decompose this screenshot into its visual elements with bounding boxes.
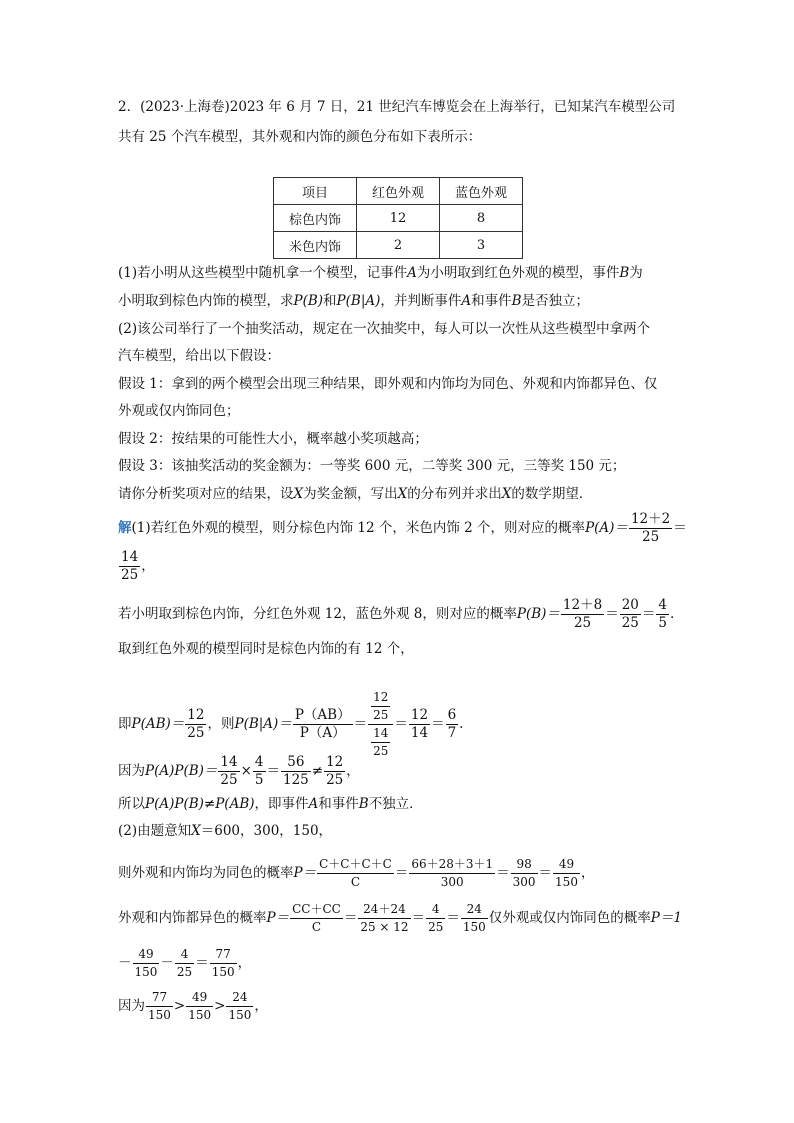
denominator: 25 [176, 965, 193, 979]
fraction [629, 512, 672, 545]
solution-line-2 [118, 598, 674, 631]
var: A [461, 293, 472, 309]
color-distribution-table [273, 177, 523, 259]
denominator: 5 [658, 615, 667, 631]
numerator: 4 [175, 947, 194, 964]
denominator: 25 [621, 615, 639, 631]
denominator: C [311, 920, 322, 934]
math: P＝ [266, 910, 290, 926]
question-2-line-1: (2)该公司举行了一个抽奖活动，规定在一次抽奖中，每人可以一次性从这些模型中拿两个 [118, 321, 651, 337]
denominator: 150 [188, 1008, 212, 1022]
text: ， [580, 865, 595, 881]
solution-line-11 [118, 990, 268, 1023]
table-cell: 2 [357, 232, 440, 259]
math: － [118, 955, 132, 971]
denominator: 7 [447, 725, 457, 741]
numerator: 49 [133, 947, 160, 964]
fraction [371, 726, 390, 759]
text: ＝600，300，150， [200, 823, 333, 839]
text: 的分布列并求出 [407, 486, 502, 502]
text: 即 [118, 716, 132, 732]
text: . [459, 716, 464, 732]
math: P(A)＝ [585, 520, 628, 536]
numerator: 56 [281, 755, 311, 772]
denominator: 125 [283, 772, 309, 788]
table-cell: 棕色内饰 [274, 205, 357, 232]
math: ＝ [394, 716, 408, 732]
denominator: 25 [573, 615, 592, 631]
numerator: 12 [371, 690, 390, 707]
problem-line-2: 共有 25 个汽车模型，其外观和内饰的颜色分布如下表所示： [118, 129, 482, 145]
text: 的数学期望． [511, 486, 593, 502]
math: P(A)P(B)＝ [145, 763, 218, 779]
math: P＝1 [650, 910, 682, 926]
fraction [561, 598, 604, 631]
fraction [358, 902, 410, 935]
fraction [293, 708, 353, 741]
text: 请你分析奖项对应的结果，设 [118, 486, 294, 502]
text: 是否独立； [521, 293, 590, 309]
numerator: 12 [187, 707, 205, 723]
fraction [226, 990, 253, 1023]
solution-line-1b [118, 550, 155, 583]
numerator: 24＋24 [358, 902, 410, 919]
math: P(AB)＝ [131, 716, 185, 732]
text: 因为 [118, 763, 145, 779]
numerator: 49 [186, 990, 213, 1007]
text: (1)若小明从这些模型中随机拿一个模型，记事件 [118, 265, 408, 281]
math: ＝ [266, 763, 280, 779]
solution-line-9 [118, 902, 682, 935]
math: > [214, 998, 226, 1014]
solution-line-7 [118, 822, 332, 840]
text: 为小明取到红色外观的模型，事件 [416, 265, 620, 281]
math: ＝ [605, 606, 619, 622]
text: (1)若红色外观的模型，则分棕色内饰 12 个，米色内饰 2 个，则对应的概率 [131, 520, 586, 536]
fraction [133, 947, 160, 980]
denominator: C [350, 875, 361, 889]
fraction [119, 550, 140, 583]
numerator: 12 [326, 754, 344, 770]
numerator: 14 [220, 754, 238, 770]
fraction [290, 902, 343, 935]
table-row [274, 232, 523, 259]
denominator: 25 [326, 772, 344, 788]
math: ＝ [431, 716, 445, 732]
denominator: 25 [373, 708, 389, 722]
text: 小明取到棕色内饰的模型，求 [118, 293, 294, 309]
numerator: 4 [426, 902, 445, 919]
text: ， [237, 955, 252, 971]
numerator: 49 [553, 857, 580, 874]
math: ＝ [353, 716, 368, 732]
numerator: 77 [210, 947, 237, 964]
fraction [281, 755, 311, 788]
fraction [511, 857, 538, 890]
table-header-cell: 蓝色外观 [440, 178, 523, 205]
hypothesis-2: 假设 2：按结果的可能性大小，概率越小奖项越高； [118, 431, 428, 447]
denominator: 25 × 12 [360, 920, 409, 934]
denominator: 25 [428, 920, 444, 934]
table-cell: 米色内饰 [274, 232, 357, 259]
var: A [407, 265, 417, 281]
text: (2)由题意知 [118, 823, 192, 839]
text: 和 [323, 293, 337, 309]
denominator: 300 [440, 875, 464, 889]
denominator: 150 [228, 1008, 252, 1022]
denominator: 14 [410, 725, 429, 741]
fraction [656, 598, 669, 631]
denominator: 25 [121, 567, 139, 583]
var: X [191, 823, 201, 839]
var: X [397, 486, 408, 502]
math: ＝ [411, 910, 426, 926]
numerator: 24 [226, 990, 253, 1007]
solution-line-6 [118, 795, 423, 813]
denominator: 150 [134, 965, 158, 979]
solution-line-3: 取到红色外观的模型同时是棕色内饰的有 12 个， [118, 641, 414, 657]
var: B [619, 265, 630, 281]
text: ，则 [207, 716, 235, 732]
math: ＝ [394, 865, 409, 881]
table-header-row [274, 178, 523, 205]
question-ask [118, 485, 592, 503]
question-1-line-2 [118, 292, 589, 310]
fraction [409, 708, 430, 741]
numerator: 24 [461, 902, 488, 919]
table-header-cell: 项目 [274, 178, 357, 205]
math: ＝ [446, 910, 460, 926]
solution-line-8 [118, 857, 594, 890]
fraction [446, 708, 459, 741]
text: 和事件 [318, 796, 359, 812]
numerator [368, 690, 393, 725]
math: ＝ [195, 955, 209, 971]
numerator: 14 [371, 726, 390, 743]
fraction [253, 755, 266, 788]
numerator: 98 [511, 857, 538, 874]
table-header-cell: 红色外观 [357, 178, 440, 205]
math: ＝ [641, 606, 656, 622]
hypothesis-3: 假设 3：该抽奖活动的奖金额为：一等奖 600 元，二等奖 300 元，三等奖 150 元； [118, 458, 626, 474]
text: 仅外观或仅内饰同色的概率 [488, 910, 651, 926]
math: ＝ [673, 520, 687, 536]
solution-line-10 [118, 947, 251, 980]
math: P(B|A)＝ [234, 716, 292, 732]
math: － [160, 955, 174, 971]
text: 不独立． [368, 796, 423, 812]
math: × [240, 763, 252, 779]
text: 为 [629, 265, 643, 281]
var: A [308, 796, 319, 812]
numerator: 77 [146, 990, 173, 1007]
fraction [210, 947, 237, 980]
text: 若小明取到棕色内饰，分红色外观 12，蓝色外观 8，则对应的概率 [118, 606, 517, 622]
text: ， [141, 558, 155, 574]
text: . [669, 606, 675, 622]
denominator: 150 [148, 1008, 171, 1022]
text: 因为 [118, 998, 145, 1014]
math: P(B)＝ [516, 606, 560, 622]
denominator [368, 725, 393, 759]
denominator: 150 [555, 875, 578, 889]
math: P(A)P(B)≠P(AB) [145, 796, 255, 812]
fraction [553, 857, 580, 890]
fraction [426, 902, 445, 935]
math: ＝ [496, 865, 510, 881]
fraction [620, 598, 641, 631]
denominator: 150 [462, 920, 486, 934]
fraction [146, 990, 173, 1023]
var: X [501, 486, 512, 502]
compound-fraction [368, 690, 393, 759]
numerator: 6 [447, 707, 457, 723]
table-cell: 8 [440, 205, 523, 232]
fraction [175, 947, 194, 980]
text: 所以 [118, 796, 145, 812]
numerator: 4 [658, 597, 667, 613]
numerator: 12＋8 [562, 597, 603, 613]
denominator: 25 [373, 744, 389, 758]
denominator: 25 [220, 772, 238, 788]
numerator: C＋C＋C＋C [317, 857, 394, 874]
denominator: P（A） [299, 725, 346, 741]
solution-label: 解 [118, 520, 132, 536]
numerator: 66＋28＋3＋1 [409, 857, 495, 874]
table-cell: 3 [440, 232, 523, 259]
text: 为奖金额，写出 [303, 486, 398, 502]
solution-line-4 [118, 690, 463, 759]
question-1-line-1 [118, 264, 643, 282]
hypothesis-1-line-1: 假设 1：拿到的两个模型会出现三种结果，即外观和内饰均为同色、外观和内饰都异色、仅 [118, 376, 658, 392]
fraction [185, 708, 206, 741]
text: ， [254, 998, 268, 1014]
fraction [371, 690, 390, 723]
text: 则外观和内饰均为同色的概率 [118, 865, 294, 881]
numerator: CC＋CC [290, 902, 343, 919]
numerator: 14 [121, 549, 139, 565]
math: ＝ [538, 865, 553, 881]
denominator: 25 [187, 725, 205, 741]
var: P(B|A) [336, 293, 381, 309]
fraction [186, 990, 213, 1023]
numerator: 12＋2 [630, 511, 671, 527]
table-row [274, 205, 523, 232]
fraction [409, 857, 495, 890]
denominator: 300 [512, 875, 536, 889]
text: ，并判断事件 [380, 293, 462, 309]
text: 外观和内饰都异色的概率 [118, 910, 267, 926]
denominator: 5 [254, 772, 264, 788]
problem-line-1: 2．(2023·上海卷)2023 年 6 月 7 日，21 世纪汽车博览会在上海举行，已知某汽车模型公司 [118, 99, 676, 115]
math: P＝ [293, 865, 317, 881]
table-cell: 12 [357, 205, 440, 232]
numerator: 12 [410, 707, 429, 723]
question-2-line-2: 汽车模型，给出以下假设： [118, 348, 280, 364]
denominator: 150 [211, 965, 235, 979]
text: ，即事件 [254, 796, 309, 812]
math: ＝ [343, 910, 358, 926]
denominator: 25 [641, 529, 660, 545]
text: ， [346, 763, 360, 779]
hypothesis-1-line-2: 外观或仅内饰同色； [118, 403, 240, 419]
solution-line-1 [118, 512, 687, 545]
fraction [324, 755, 345, 788]
numerator: P（AB） [294, 707, 351, 723]
text: 和事件 [471, 293, 512, 309]
fraction [461, 902, 488, 935]
var: X [293, 486, 304, 502]
solution-line-5 [118, 755, 360, 788]
var: B [358, 796, 369, 812]
fraction [218, 755, 239, 788]
var: P(B) [293, 293, 324, 309]
numerator: 4 [254, 754, 264, 770]
numerator: 20 [621, 597, 639, 613]
fraction [317, 857, 394, 890]
var: B [511, 293, 522, 309]
math: ≠ [311, 763, 324, 779]
math: > [173, 998, 186, 1014]
